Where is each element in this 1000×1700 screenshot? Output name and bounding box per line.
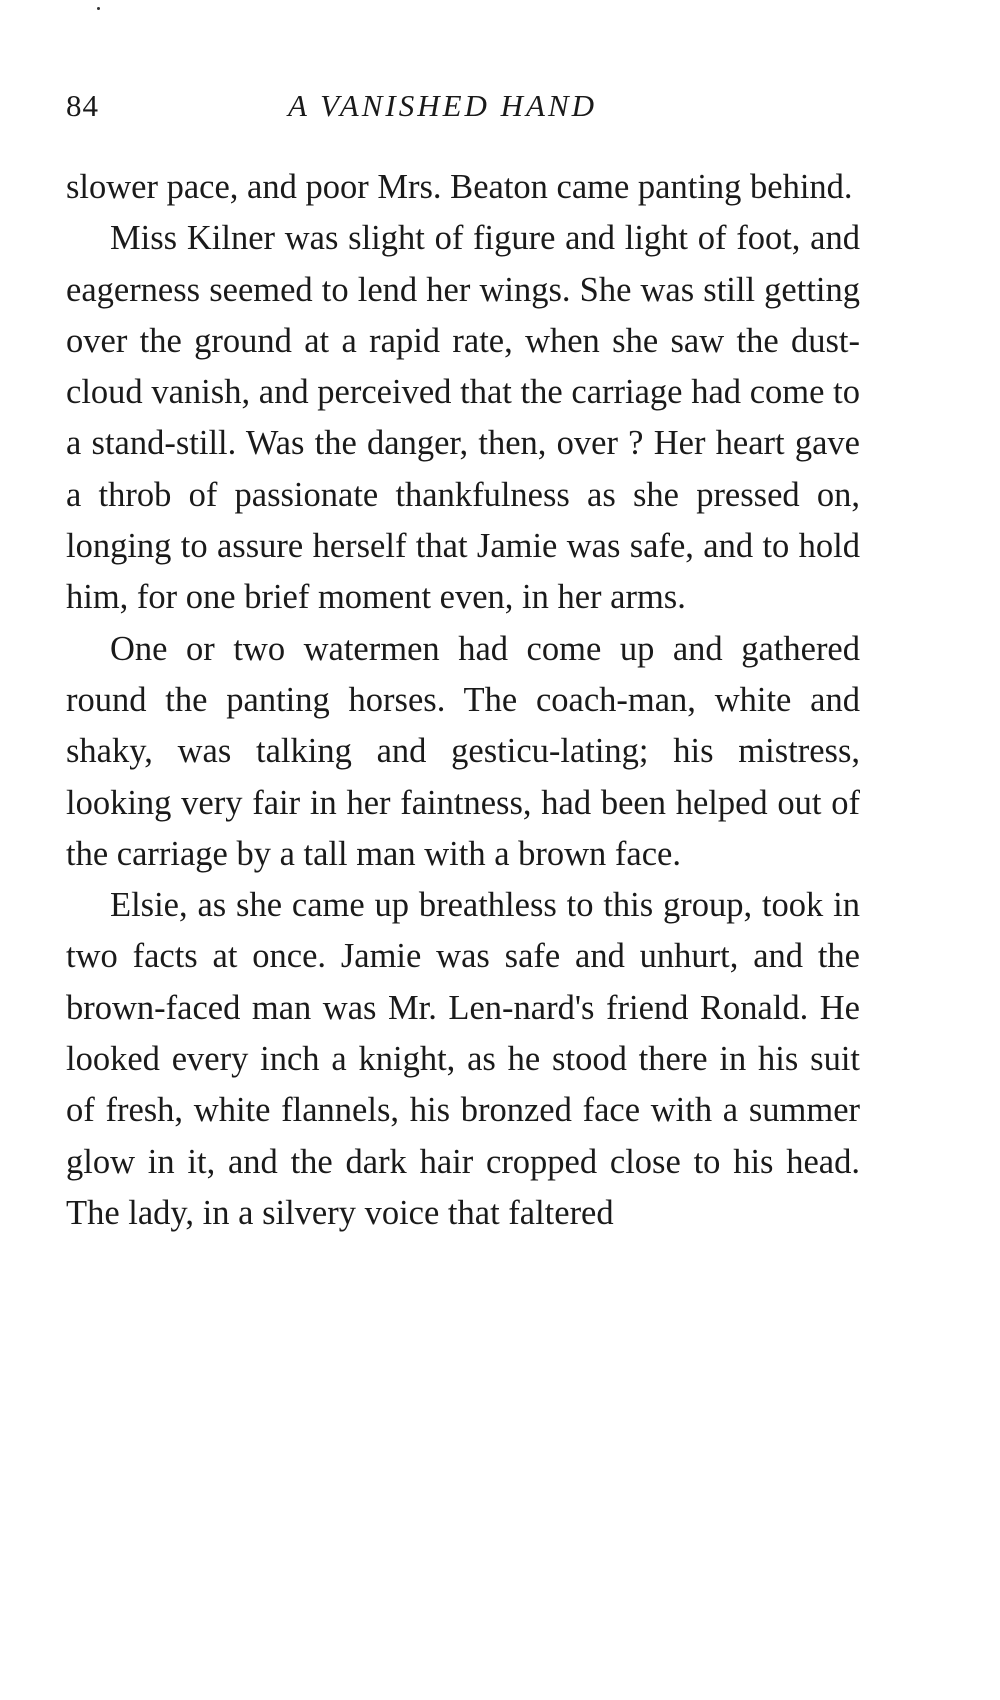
running-head — [66, 88, 866, 130]
page-number: 84 — [66, 88, 99, 123]
paragraph-3: One or two watermen had come up and gathered round the panting horses. The coach-man, white and shaky, was talking and gesticu-lating; his mistress, looking very fair in her faintness, had been helped out of the carriage by a tall man with a brown face. — [66, 629, 860, 873]
book-title: A VANISHED HAND — [288, 88, 598, 123]
paragraph-1: slower pace, and poor Mrs. Beaton came panting behind. — [66, 168, 853, 206]
paragraph-4: Elsie, as she came up breathless to this group, took in two facts at once. Jamie was safe and unhurt, and the brown-faced man was Mr. Len-nard's friend Ronald. He looked every inch a knight, as he stood there in his suit of fresh, white flannels, his bronzed face with a summer glow in it, and the dark hair cropped close to his head. The lady, in a silvery voice that faltered — [66, 886, 860, 1232]
paragraph-2: Miss Kilner was slight of figure and light of foot, and eagerness seemed to lend her wings. She was still getting over the ground at a rapid rate, when she saw the dust-cloud vanish, and perceived that the carriage had come to a stand-still. Was the danger, then, over ? Her heart gave a throb of passionate thankfulness as she pressed on, longing to assure herself that Jamie was safe, and to hold him, for one brief moment even, in her arms. — [66, 219, 860, 617]
body-text — [66, 162, 860, 1239]
print-speck — [97, 7, 100, 10]
